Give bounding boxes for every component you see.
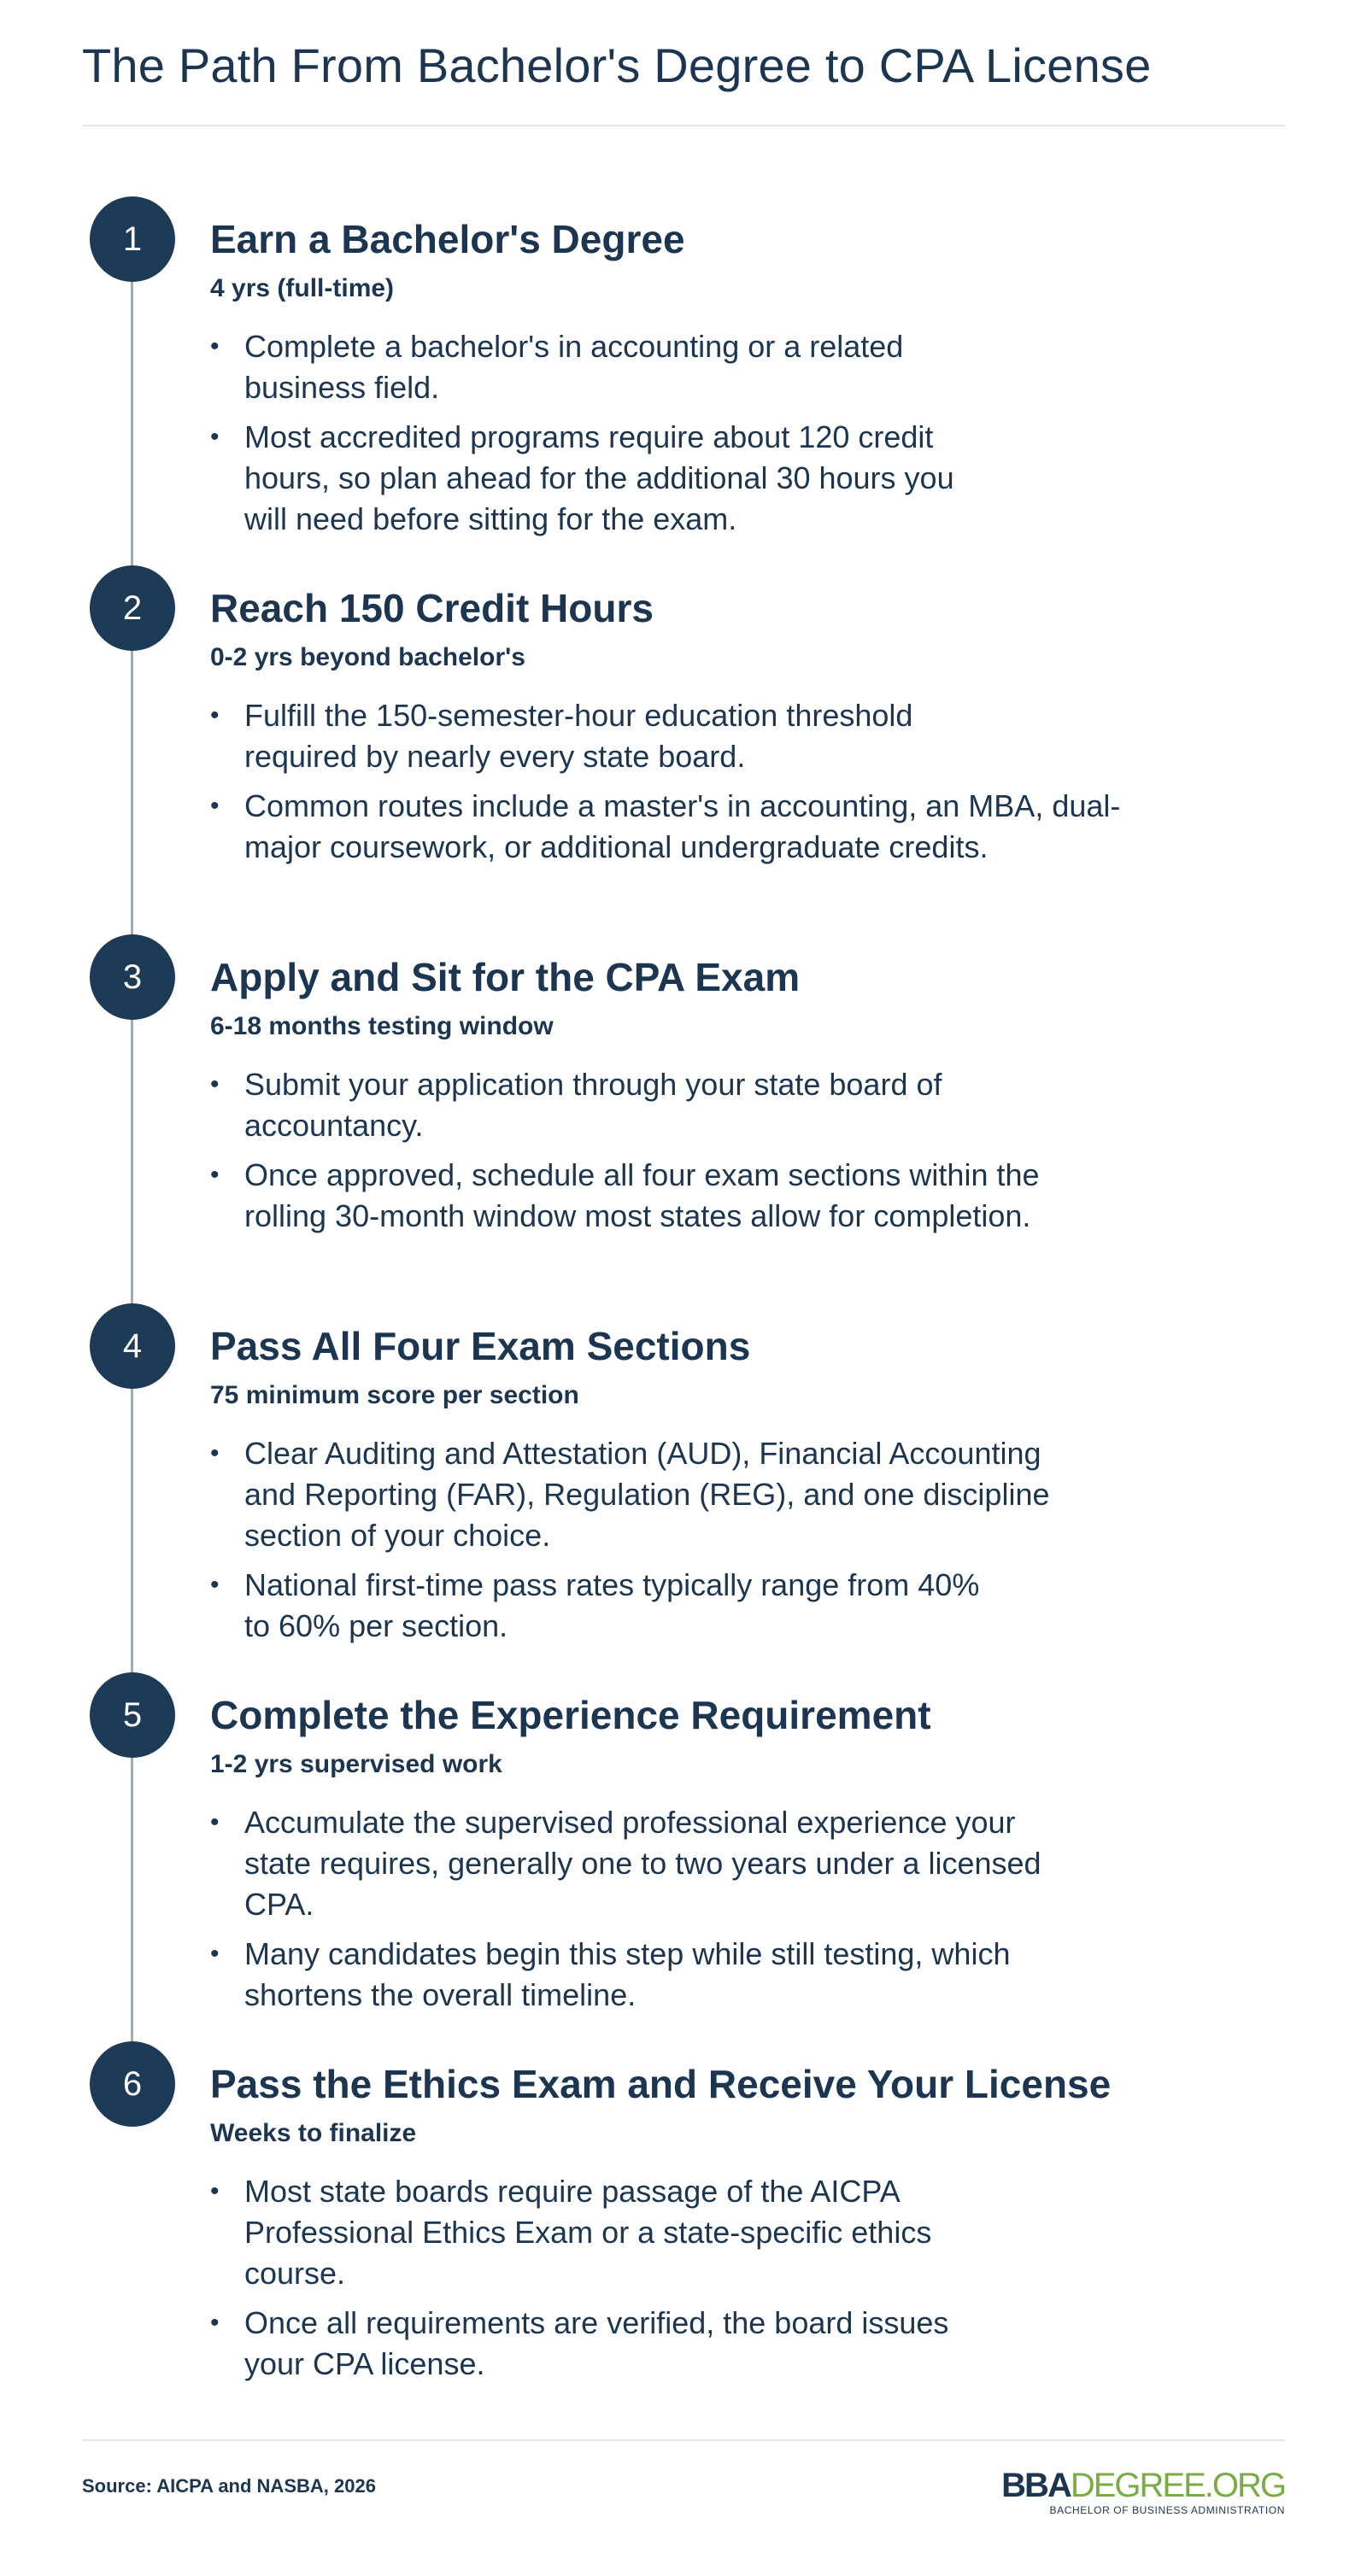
step-duration: 1-2 yrs supervised work bbox=[210, 1750, 502, 1778]
page-title: The Path From Bachelor's Degree to CPA License bbox=[82, 38, 1152, 92]
step-bullet-list bbox=[210, 326, 1133, 548]
step-number-badge: 3 bbox=[90, 934, 175, 1020]
step-title: Complete the Experience Requirement bbox=[210, 1693, 931, 1737]
step-bullet: • Complete a bachelor's in accounting or a related business field. bbox=[210, 326, 988, 408]
step-bullet: • National first-time pass rates typically range from 40% to 60% per section. bbox=[210, 1565, 1013, 1647]
step-bullet-list bbox=[210, 1802, 1133, 2024]
header-divider bbox=[82, 125, 1285, 126]
step-bullet: • Clear Auditing and Attestation (AUD), Financial Accounting and Reporting (FAR), Regulation (REG), and one discipline section of your choice. bbox=[210, 1433, 1099, 1556]
step-bullet: • Once all requirements are verified, the board issues your CPA license. bbox=[210, 2303, 1013, 2385]
step-number-badge: 5 bbox=[90, 1672, 175, 1758]
step-title: Reach 150 Credit Hours bbox=[210, 586, 654, 630]
step-number-badge: 4 bbox=[90, 1303, 175, 1389]
step-title: Pass the Ethics Exam and Receive Your License bbox=[210, 2062, 1112, 2106]
step-bullet-list bbox=[210, 1064, 1133, 1245]
step-bullet: • Common routes include a master's in accounting, an MBA, dual-major coursework, or additional undergraduate credits. bbox=[210, 786, 1124, 868]
step-bullet: • Most state boards require passage of the AICPA Professional Ethics Exam or a state-specific ethics course. bbox=[210, 2171, 1013, 2294]
step-duration: 75 minimum score per section bbox=[210, 1381, 579, 1409]
step-bullet: • Once approved, schedule all four exam sections within the rolling 30-month window most states allow for completion. bbox=[210, 1155, 1047, 1237]
step-number-badge: 1 bbox=[90, 196, 175, 282]
step-bullet: • Accumulate the supervised professional experience your state requires, generally one to two years under a licensed CPA. bbox=[210, 1802, 1090, 1925]
step-duration: 0-2 yrs beyond bachelor's bbox=[210, 643, 525, 671]
step-bullet: • Fulfill the 150-semester-hour education threshold required by nearly every state board. bbox=[210, 695, 996, 777]
logo-bba-text: BBA bbox=[1001, 2467, 1071, 2504]
step-duration: 6-18 months testing window bbox=[210, 1012, 554, 1040]
source-citation: Source: AICPA and NASBA, 2026 bbox=[82, 2475, 376, 2497]
step-duration: 4 yrs (full-time) bbox=[210, 274, 395, 302]
step-title: Pass All Four Exam Sections bbox=[210, 1324, 751, 1368]
step-title: Apply and Sit for the CPA Exam bbox=[210, 955, 801, 999]
logo-tagline: BACHELOR OF BUSINESS ADMINISTRATION bbox=[1049, 2504, 1285, 2516]
step-number-badge: 6 bbox=[90, 2041, 175, 2127]
step-bullet: • Submit your application through your state board of accountancy. bbox=[210, 1064, 1013, 1146]
timeline-connector-line bbox=[131, 239, 133, 2075]
step-bullet-list bbox=[210, 695, 1133, 876]
step-bullet: • Many candidates begin this step while still testing, which shortens the overall timeline. bbox=[210, 1934, 1013, 2016]
step-bullet: • Most accredited programs require about 120 credit hours, so plan ahead for the additional 30 hours you will need before sitting for the exam. bbox=[210, 417, 996, 540]
step-bullet-list bbox=[210, 1433, 1133, 1655]
step-duration: Weeks to finalize bbox=[210, 2119, 417, 2147]
step-title: Earn a Bachelor's Degree bbox=[210, 217, 685, 261]
logo-wordmark bbox=[1001, 2468, 1285, 2503]
step-number-badge: 2 bbox=[90, 565, 175, 651]
bbadegree-logo bbox=[1001, 2468, 1285, 2516]
step-bullet-list bbox=[210, 2171, 1133, 2393]
footer-divider bbox=[82, 2439, 1285, 2441]
logo-degree-text: DEGREE.ORG bbox=[1070, 2467, 1285, 2504]
